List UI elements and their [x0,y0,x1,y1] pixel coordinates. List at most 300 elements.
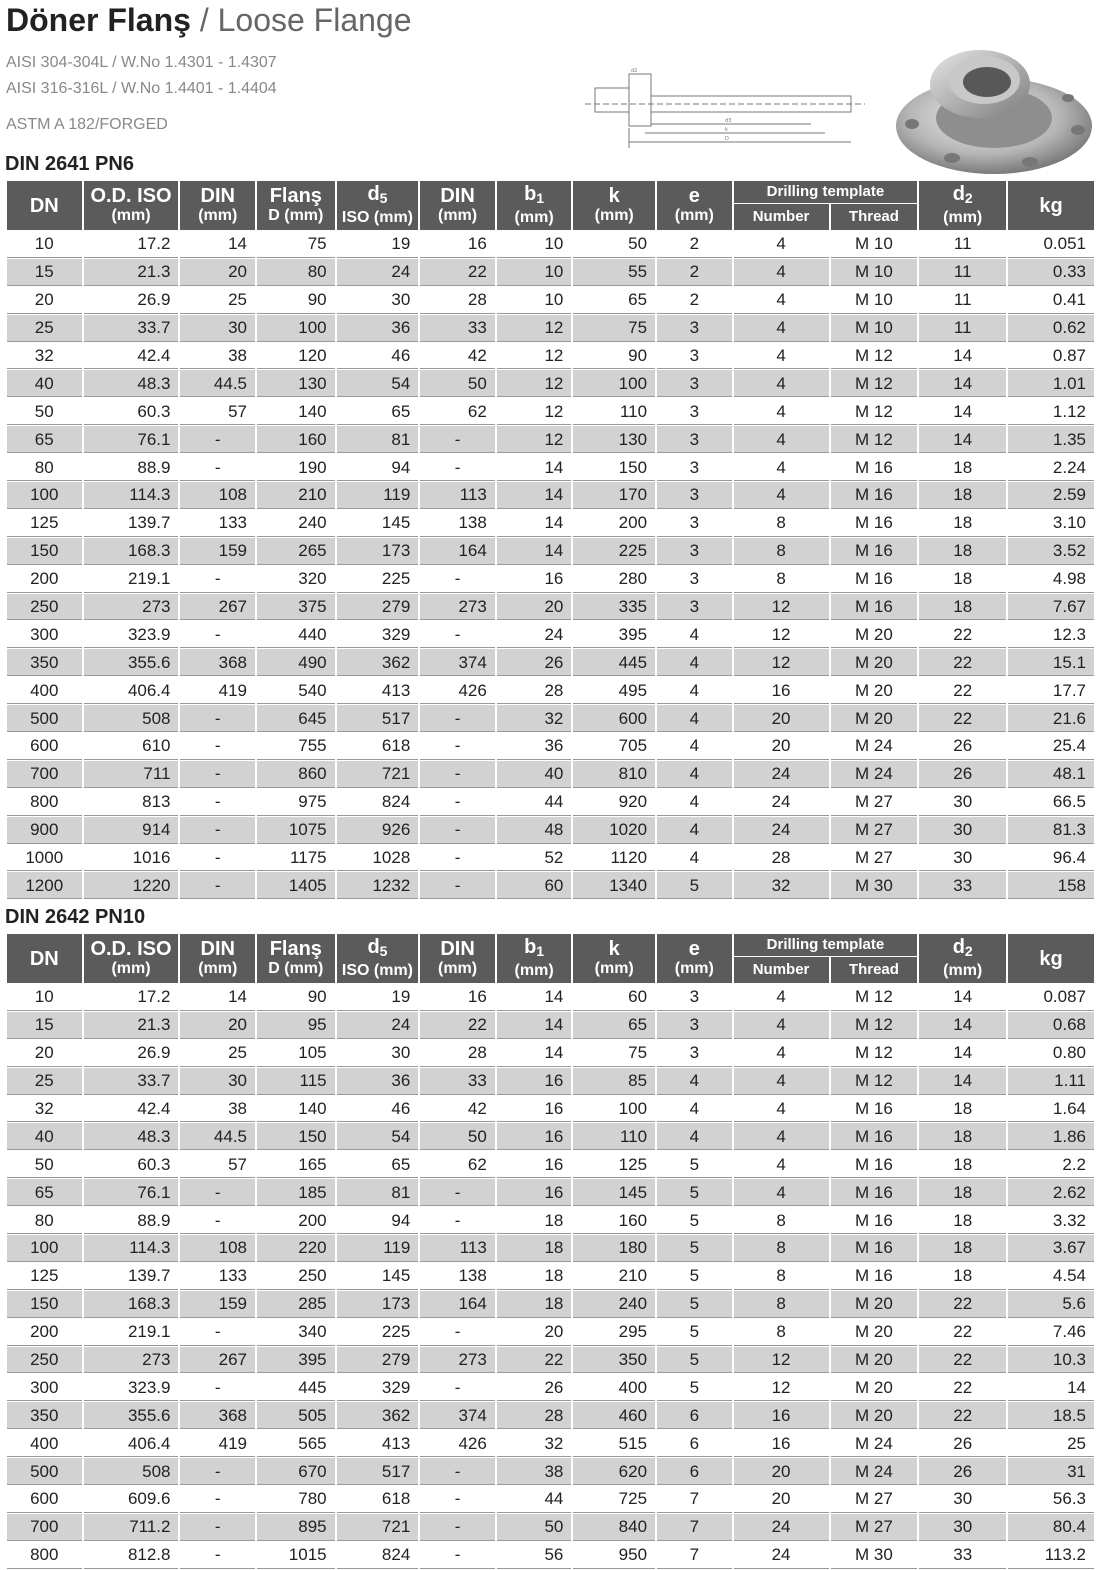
cell-b1: 32 [497,1430,572,1457]
cell-din: - [420,1179,495,1206]
table-row [7,287,1094,314]
cell-dn: 400 [7,677,82,704]
cell-e: 3 [657,1040,732,1067]
cell-od-iso: 21.3 [84,1012,179,1039]
cell-din: 44.5 [180,370,255,397]
cell-b1: 12 [497,370,572,397]
header-k [573,181,655,230]
cell-din: 138 [420,1263,495,1290]
cell-flans-d: 375 [257,594,335,621]
table-row [7,733,1094,760]
cell-drilling-number: 4 [734,426,829,453]
cell-d5-iso: 1028 [337,845,419,872]
table-2-title: DIN 2642 PN10 [5,906,146,928]
cell-drilling-thread: M 16 [831,454,918,481]
table-row [7,1514,1094,1541]
header-d2-subscript: 2 [964,189,973,206]
cell-din: 159 [180,538,255,565]
cell-flans-d: 265 [257,538,335,565]
cell-din: 368 [180,1402,255,1429]
header-b1-subscript: 1 [536,189,545,206]
header-din-2-unit: (mm) [438,206,478,224]
cell-din: 113 [420,482,495,509]
cell-k: 200 [573,510,655,537]
cell-b1: 14 [497,510,572,537]
cell-e: 4 [657,789,732,816]
cell-dn: 500 [7,1458,82,1485]
cell-od-iso: 42.4 [84,1096,179,1123]
cell-kg: 4.98 [1008,566,1094,593]
cell-dn: 32 [7,1096,82,1123]
cell-kg: 158 [1008,872,1094,899]
cell-din: 57 [180,1151,255,1178]
cell-drilling-thread: M 12 [831,1068,918,1095]
cell-e: 4 [657,1068,732,1095]
cell-d2: 22 [919,677,1006,704]
cell-drilling-thread: M 16 [831,594,918,621]
cell-b1: 16 [497,1123,572,1150]
cell-b1: 60 [497,872,572,899]
cell-din: 374 [420,649,495,676]
cell-b1: 36 [497,733,572,760]
cell-e: 4 [657,649,732,676]
cell-od-iso: 610 [84,733,179,760]
cell-din: 33 [420,1068,495,1095]
cell-k: 840 [573,1514,655,1541]
cell-kg: 2.2 [1008,1151,1094,1178]
cell-k: 950 [573,1542,655,1569]
title-separator: / [190,2,218,38]
cell-od-iso: 355.6 [84,649,179,676]
cell-drilling-number: 4 [734,370,829,397]
header-b1 [497,181,572,230]
table-row [7,1179,1094,1206]
cell-din: 50 [420,1123,495,1150]
cell-din: 20 [180,1012,255,1039]
cell-flans-d: 120 [257,343,335,370]
header-din-2-symbol: DIN [440,184,475,207]
cell-din: - [420,705,495,732]
cell-k: 445 [573,649,655,676]
cell-b1: 50 [497,1514,572,1541]
cell-b1: 48 [497,817,572,844]
cell-dn: 200 [7,566,82,593]
cell-drilling-number: 12 [734,621,829,648]
cell-drilling-thread: M 10 [831,259,918,286]
cell-kg: 1.64 [1008,1096,1094,1123]
cell-od-iso: 355.6 [84,1402,179,1429]
cell-din: 50 [420,370,495,397]
header-k-label [573,939,655,959]
header-d5-label [337,184,419,208]
cell-od-iso: 76.1 [84,426,179,453]
cell-e: 4 [657,1096,732,1123]
cell-d2: 11 [919,287,1006,314]
cell-drilling-thread: M 16 [831,1235,918,1262]
cell-drilling-number: 8 [734,1235,829,1262]
cell-od-iso: 609.6 [84,1486,179,1513]
cell-e: 5 [657,1263,732,1290]
cell-k: 1340 [573,872,655,899]
cell-drilling-thread: M 16 [831,482,918,509]
cell-k: 725 [573,1486,655,1513]
cell-flans-d: 445 [257,1374,335,1401]
table-row [7,1486,1094,1513]
cell-e: 5 [657,1347,732,1374]
cell-d2: 26 [919,1458,1006,1485]
cell-e: 4 [657,761,732,788]
cell-din: 273 [420,594,495,621]
cell-dn: 700 [7,761,82,788]
cell-din: 20 [180,259,255,286]
cell-kg: 4.54 [1008,1263,1094,1290]
cell-flans-d: 505 [257,1402,335,1429]
cell-din: - [180,705,255,732]
cell-b1: 44 [497,789,572,816]
cell-drilling-number: 4 [734,482,829,509]
cell-d5-iso: 46 [337,1096,419,1123]
cell-od-iso: 42.4 [84,343,179,370]
cell-din: 42 [420,343,495,370]
cell-od-iso: 813 [84,789,179,816]
header-e [657,181,732,230]
cell-dn: 32 [7,343,82,370]
cell-od-iso: 26.9 [84,287,179,314]
header-d5-unit: ISO (mm) [341,208,414,226]
cell-din: - [420,1207,495,1234]
cell-b1: 16 [497,1068,572,1095]
table-row [7,454,1094,481]
cell-drilling-thread: M 16 [831,510,918,537]
cell-dn: 150 [7,1291,82,1318]
cell-drilling-number: 4 [734,454,829,481]
cell-e: 5 [657,1374,732,1401]
cell-drilling-number: 12 [734,649,829,676]
cell-od-iso: 168.3 [84,538,179,565]
header-din [180,181,255,230]
cell-d5-iso: 517 [337,1458,419,1485]
cell-din: - [420,1458,495,1485]
cell-flans-d: 565 [257,1430,335,1457]
cell-od-iso: 114.3 [84,1235,179,1262]
cell-e: 4 [657,733,732,760]
cell-d2: 18 [919,594,1006,621]
cell-drilling-number: 24 [734,1542,829,1569]
cell-k: 50 [573,231,655,258]
cell-drilling-number: 4 [734,1096,829,1123]
cell-din: - [420,1374,495,1401]
cell-dn: 250 [7,594,82,621]
cell-d2: 18 [919,1096,1006,1123]
cell-b1: 28 [497,1402,572,1429]
cell-kg: 0.87 [1008,343,1094,370]
cell-d2: 22 [919,1402,1006,1429]
header-dn: DN [7,181,82,230]
cell-b1: 52 [497,845,572,872]
cell-din: 25 [180,287,255,314]
table-row [7,1430,1094,1457]
header-flans [257,934,335,983]
cell-din: - [180,566,255,593]
header-din-unit: (mm) [198,959,238,977]
cell-din: 42 [420,1096,495,1123]
header-e [657,934,732,983]
cell-b1: 18 [497,1207,572,1234]
cell-d2: 33 [919,1542,1006,1569]
cell-drilling-number: 4 [734,315,829,342]
cell-k: 620 [573,1458,655,1485]
cell-dn: 700 [7,1514,82,1541]
svg-text:d2: d2 [631,68,638,74]
header-din-2-label [420,939,495,959]
cell-k: 350 [573,1347,655,1374]
header-od-iso-label [84,186,179,206]
cell-flans-d: 140 [257,398,335,425]
cell-kg: 3.32 [1008,1207,1094,1234]
header-e-unit: (mm) [674,959,714,977]
cell-od-iso: 48.3 [84,370,179,397]
cell-din: - [420,426,495,453]
cell-drilling-thread: M 20 [831,649,918,676]
cell-din: 267 [180,1347,255,1374]
cell-dn: 25 [7,315,82,342]
cell-d2: 22 [919,649,1006,676]
cell-kg: 15.1 [1008,649,1094,676]
cell-b1: 14 [497,482,572,509]
cell-dn: 65 [7,1179,82,1206]
cell-od-iso: 88.9 [84,1207,179,1234]
material-spec-1: AISI 304-304L / W.No 1.4301 - 1.4307 [6,54,277,71]
cell-b1: 14 [497,538,572,565]
cell-od-iso: 60.3 [84,1151,179,1178]
cell-e: 2 [657,231,732,258]
cell-din: 14 [180,984,255,1011]
cell-dn: 125 [7,510,82,537]
cell-drilling-thread: M 27 [831,845,918,872]
cell-k: 515 [573,1430,655,1457]
cell-drilling-number: 24 [734,761,829,788]
cell-b1: 16 [497,566,572,593]
cell-kg: 56.3 [1008,1486,1094,1513]
cell-k: 335 [573,594,655,621]
cell-k: 145 [573,1179,655,1206]
header-d5 [337,181,419,230]
cell-od-iso: 508 [84,1458,179,1485]
cell-din: - [420,1319,495,1346]
table-row [7,426,1094,453]
cell-kg: 2.24 [1008,454,1094,481]
cell-k: 705 [573,733,655,760]
cell-drilling-thread: M 12 [831,426,918,453]
cell-od-iso: 88.9 [84,454,179,481]
cell-d2: 11 [919,259,1006,286]
cell-din: 28 [420,287,495,314]
table-row [7,510,1094,537]
header-k-label [573,186,655,206]
cell-drilling-thread: M 20 [831,1319,918,1346]
table-row [7,1235,1094,1262]
header-od-iso [84,181,179,230]
cell-drilling-thread: M 10 [831,231,918,258]
header-od-iso-unit: (mm) [111,206,151,224]
cell-flans-d: 80 [257,259,335,286]
cell-flans-d: 780 [257,1486,335,1513]
cell-din: - [180,1207,255,1234]
header-d2-unit: (mm) [943,961,983,979]
cell-dn: 25 [7,1068,82,1095]
cell-d5-iso: 94 [337,454,419,481]
cell-flans-d: 130 [257,370,335,397]
header-b1 [497,934,572,983]
cell-drilling-thread: M 10 [831,287,918,314]
cell-flans-d: 160 [257,426,335,453]
cell-kg: 10.3 [1008,1347,1094,1374]
cell-d2: 22 [919,1374,1006,1401]
cell-drilling-thread: M 16 [831,1207,918,1234]
cell-k: 170 [573,482,655,509]
cell-din: 30 [180,1068,255,1095]
cell-d2: 14 [919,398,1006,425]
table-row [7,872,1094,899]
cell-dn: 50 [7,398,82,425]
cell-din: - [420,1514,495,1541]
header-d2-symbol: d [952,182,965,205]
cell-kg: 18.5 [1008,1402,1094,1429]
header-k [573,934,655,983]
cell-kg: 2.59 [1008,482,1094,509]
header-thread: Thread [831,957,918,983]
cell-dn: 80 [7,454,82,481]
cell-dn: 1000 [7,845,82,872]
cell-din: 164 [420,538,495,565]
cell-kg: 2.62 [1008,1179,1094,1206]
cell-k: 60 [573,984,655,1011]
cell-k: 110 [573,1123,655,1150]
cell-dn: 100 [7,1235,82,1262]
cell-b1: 14 [497,984,572,1011]
cell-din: 38 [180,1096,255,1123]
cell-drilling-thread: M 12 [831,370,918,397]
cell-d2: 14 [919,1040,1006,1067]
cell-drilling-number: 24 [734,789,829,816]
cell-kg: 3.67 [1008,1235,1094,1262]
cell-drilling-number: 20 [734,733,829,760]
cell-b1: 14 [497,1040,572,1067]
cell-din: 368 [180,649,255,676]
cell-din: 113 [420,1235,495,1262]
cell-d5-iso: 119 [337,1235,419,1262]
cell-din: - [420,817,495,844]
header-e-unit: (mm) [674,206,714,224]
header-d2-symbol: d [952,935,965,958]
header-din-2-label [420,186,495,206]
cell-drilling-thread: M 20 [831,1291,918,1318]
header-b1-unit: (mm) [514,961,554,979]
header-drilling-template: Drilling template [734,181,918,203]
cell-dn: 600 [7,1486,82,1513]
cell-drilling-number: 8 [734,510,829,537]
cell-dn: 350 [7,649,82,676]
cell-d5-iso: 19 [337,984,419,1011]
table-row [7,398,1094,425]
cell-d2: 14 [919,343,1006,370]
cell-d2: 18 [919,538,1006,565]
header-din [180,934,255,983]
flange-photo [892,38,1096,176]
cell-din: 419 [180,1430,255,1457]
cell-d2: 18 [919,1263,1006,1290]
cell-e: 5 [657,1179,732,1206]
header-flans [257,181,335,230]
cell-flans-d: 200 [257,1207,335,1234]
cell-din: - [180,845,255,872]
cell-d5-iso: 54 [337,1123,419,1150]
cell-d2: 11 [919,315,1006,342]
cell-k: 810 [573,761,655,788]
cell-d5-iso: 517 [337,705,419,732]
cell-b1: 26 [497,649,572,676]
cell-d5-iso: 329 [337,621,419,648]
header-dn: DN [7,934,82,983]
table-row [7,1040,1094,1067]
cell-dn: 250 [7,1347,82,1374]
cell-din: 30 [180,315,255,342]
cell-flans-d: 115 [257,1068,335,1095]
header-b1-subscript: 1 [536,942,545,959]
cell-k: 295 [573,1319,655,1346]
cell-drilling-thread: M 16 [831,1263,918,1290]
material-spec-2: AISI 316-316L / W.No 1.4401 - 1.4404 [6,80,277,97]
cell-od-iso: 812.8 [84,1542,179,1569]
cell-kg: 0.33 [1008,259,1094,286]
cell-d5-iso: 173 [337,1291,419,1318]
cell-drilling-thread: M 16 [831,1096,918,1123]
cell-drilling-thread: M 16 [831,1123,918,1150]
page-title [6,0,412,40]
cell-kg: 21.6 [1008,705,1094,732]
header-d5-symbol: d [367,182,380,205]
cell-din: - [420,1542,495,1569]
cell-b1: 20 [497,594,572,621]
cell-din: - [180,1374,255,1401]
table-row [7,1542,1094,1569]
cell-drilling-number: 4 [734,1012,829,1039]
cell-dn: 50 [7,1151,82,1178]
cell-din: - [420,872,495,899]
cell-k: 110 [573,398,655,425]
cell-din: - [180,761,255,788]
cell-d5-iso: 36 [337,1068,419,1095]
cell-d5-iso: 225 [337,1319,419,1346]
cell-dn: 20 [7,1040,82,1067]
cell-d5-iso: 145 [337,1263,419,1290]
cell-drilling-thread: M 12 [831,1012,918,1039]
table-row [7,789,1094,816]
cell-kg: 5.6 [1008,1291,1094,1318]
cell-drilling-number: 4 [734,1151,829,1178]
cell-d5-iso: 926 [337,817,419,844]
cell-din: 44.5 [180,1123,255,1150]
cell-od-iso: 711.2 [84,1514,179,1541]
cell-d2: 11 [919,231,1006,258]
cell-e: 5 [657,1291,732,1318]
cell-drilling-number: 8 [734,1319,829,1346]
cell-dn: 200 [7,1319,82,1346]
cell-drilling-thread: M 16 [831,538,918,565]
cell-d5-iso: 119 [337,482,419,509]
cell-d2: 14 [919,426,1006,453]
header-d2-label [919,184,1006,208]
